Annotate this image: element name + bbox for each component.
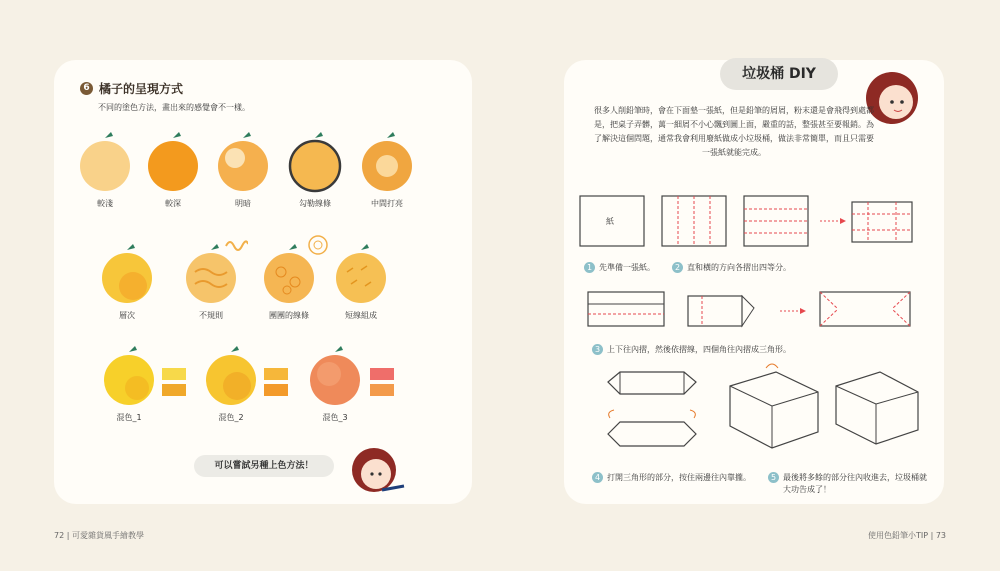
- section-title: [80, 80, 183, 97]
- orange-outline: [280, 130, 350, 209]
- orange-mix-1: [94, 344, 164, 423]
- tip-bubble: 可以嘗試另種上色方法！: [194, 455, 334, 477]
- left-footer: 72 | 可愛雜貨風手繪教學: [54, 531, 144, 540]
- orange-highlight: [352, 130, 422, 209]
- step-5: [768, 472, 928, 496]
- step-text: 最後將多餘的部分往內收進去，垃圾桶就大功告成了！: [783, 473, 927, 494]
- orange-label: 層次: [119, 311, 135, 320]
- step-number: 3: [592, 344, 603, 355]
- orange-label: 短線組成: [345, 311, 377, 320]
- intro-text: 很多人削鉛筆時，會在下面墊一張紙，但是鉛筆的屑屑，粉末還是會飛得到處都是，把桌子弄髒，萬一細屑不小心飄到圖上面，嚴重的話，整張甚至要報銷。為了解決這個問題，通常我會利用廢紙做成小垃圾桶，做法非常簡單，而且只需要一張紙就能完成。: [594, 106, 874, 157]
- mix-swatch-3: [368, 366, 396, 404]
- step-number: 4: [592, 472, 603, 483]
- mix-swatch-1: [160, 366, 188, 404]
- right-page: [564, 60, 944, 504]
- orange-illustration: [285, 130, 345, 194]
- orange-mix-3: [300, 344, 370, 423]
- page-title: 垃圾桶 DIY: [720, 58, 838, 90]
- step-3: [592, 344, 791, 356]
- paper-label: 紙: [606, 217, 614, 226]
- step-2: [672, 262, 791, 274]
- step-number: 2: [672, 262, 683, 273]
- step-4-5-diagram: [604, 362, 924, 470]
- orange-illustration: [75, 130, 135, 194]
- orange-illustration: [331, 242, 391, 306]
- step-1-diagram: [578, 194, 928, 258]
- step-number: 1: [584, 262, 595, 273]
- section-number: 6: [80, 82, 93, 95]
- author-avatar: [346, 442, 406, 500]
- orange-light: [70, 130, 140, 209]
- scribble-swatch: [224, 236, 248, 258]
- orange-illustration: [201, 344, 261, 408]
- orange-illustration: [97, 242, 157, 306]
- step-text: 上下往內摺，然後依摺線，四個角往內摺成三角形。: [607, 345, 791, 354]
- orange-label: 中間打亮: [371, 199, 403, 208]
- step-1: [584, 262, 655, 274]
- orange-illustration: [99, 344, 159, 408]
- step-text: 直和橫的方向各摺出四等分。: [687, 263, 791, 272]
- step-number: 5: [768, 472, 779, 483]
- section-subtitle: 不同的塗色方法，畫出來的感覺會不一樣。: [98, 103, 250, 112]
- orange-label: 混色_3: [322, 413, 348, 422]
- orange-label: 勾勒線條: [299, 199, 331, 208]
- orange-illustration: [213, 130, 273, 194]
- mix-swatch-2: [262, 366, 290, 404]
- orange-label: 團團的線條: [269, 311, 309, 320]
- left-page: [54, 60, 472, 504]
- orange-illustration: [357, 130, 417, 194]
- orange-label: 明暗: [235, 199, 251, 208]
- right-footer: 使用色鉛筆小TIP | 73: [867, 531, 946, 540]
- orange-illustration: [305, 344, 365, 408]
- orange-label: 較淺: [97, 199, 113, 208]
- orange-shading: [208, 130, 278, 209]
- step-text: 先準備一張紙。: [599, 263, 655, 272]
- step-text: 打開三角形的部分，按住兩邊往內靠攏。: [607, 473, 751, 482]
- step-4: [592, 472, 752, 484]
- orange-label: 混色_1: [116, 413, 142, 422]
- orange-label: 混色_2: [218, 413, 244, 422]
- orange-label: 較深: [165, 199, 181, 208]
- orange-short-strokes: [326, 242, 396, 321]
- orange-dark: [138, 130, 208, 209]
- section-title-text: 橘子的呈現方式: [99, 82, 184, 96]
- orange-layers: [92, 242, 162, 321]
- step-3-diagram: [586, 286, 926, 340]
- orange-mix-2: [196, 344, 266, 423]
- orange-illustration: [143, 130, 203, 194]
- orange-label: 不規則: [199, 311, 223, 320]
